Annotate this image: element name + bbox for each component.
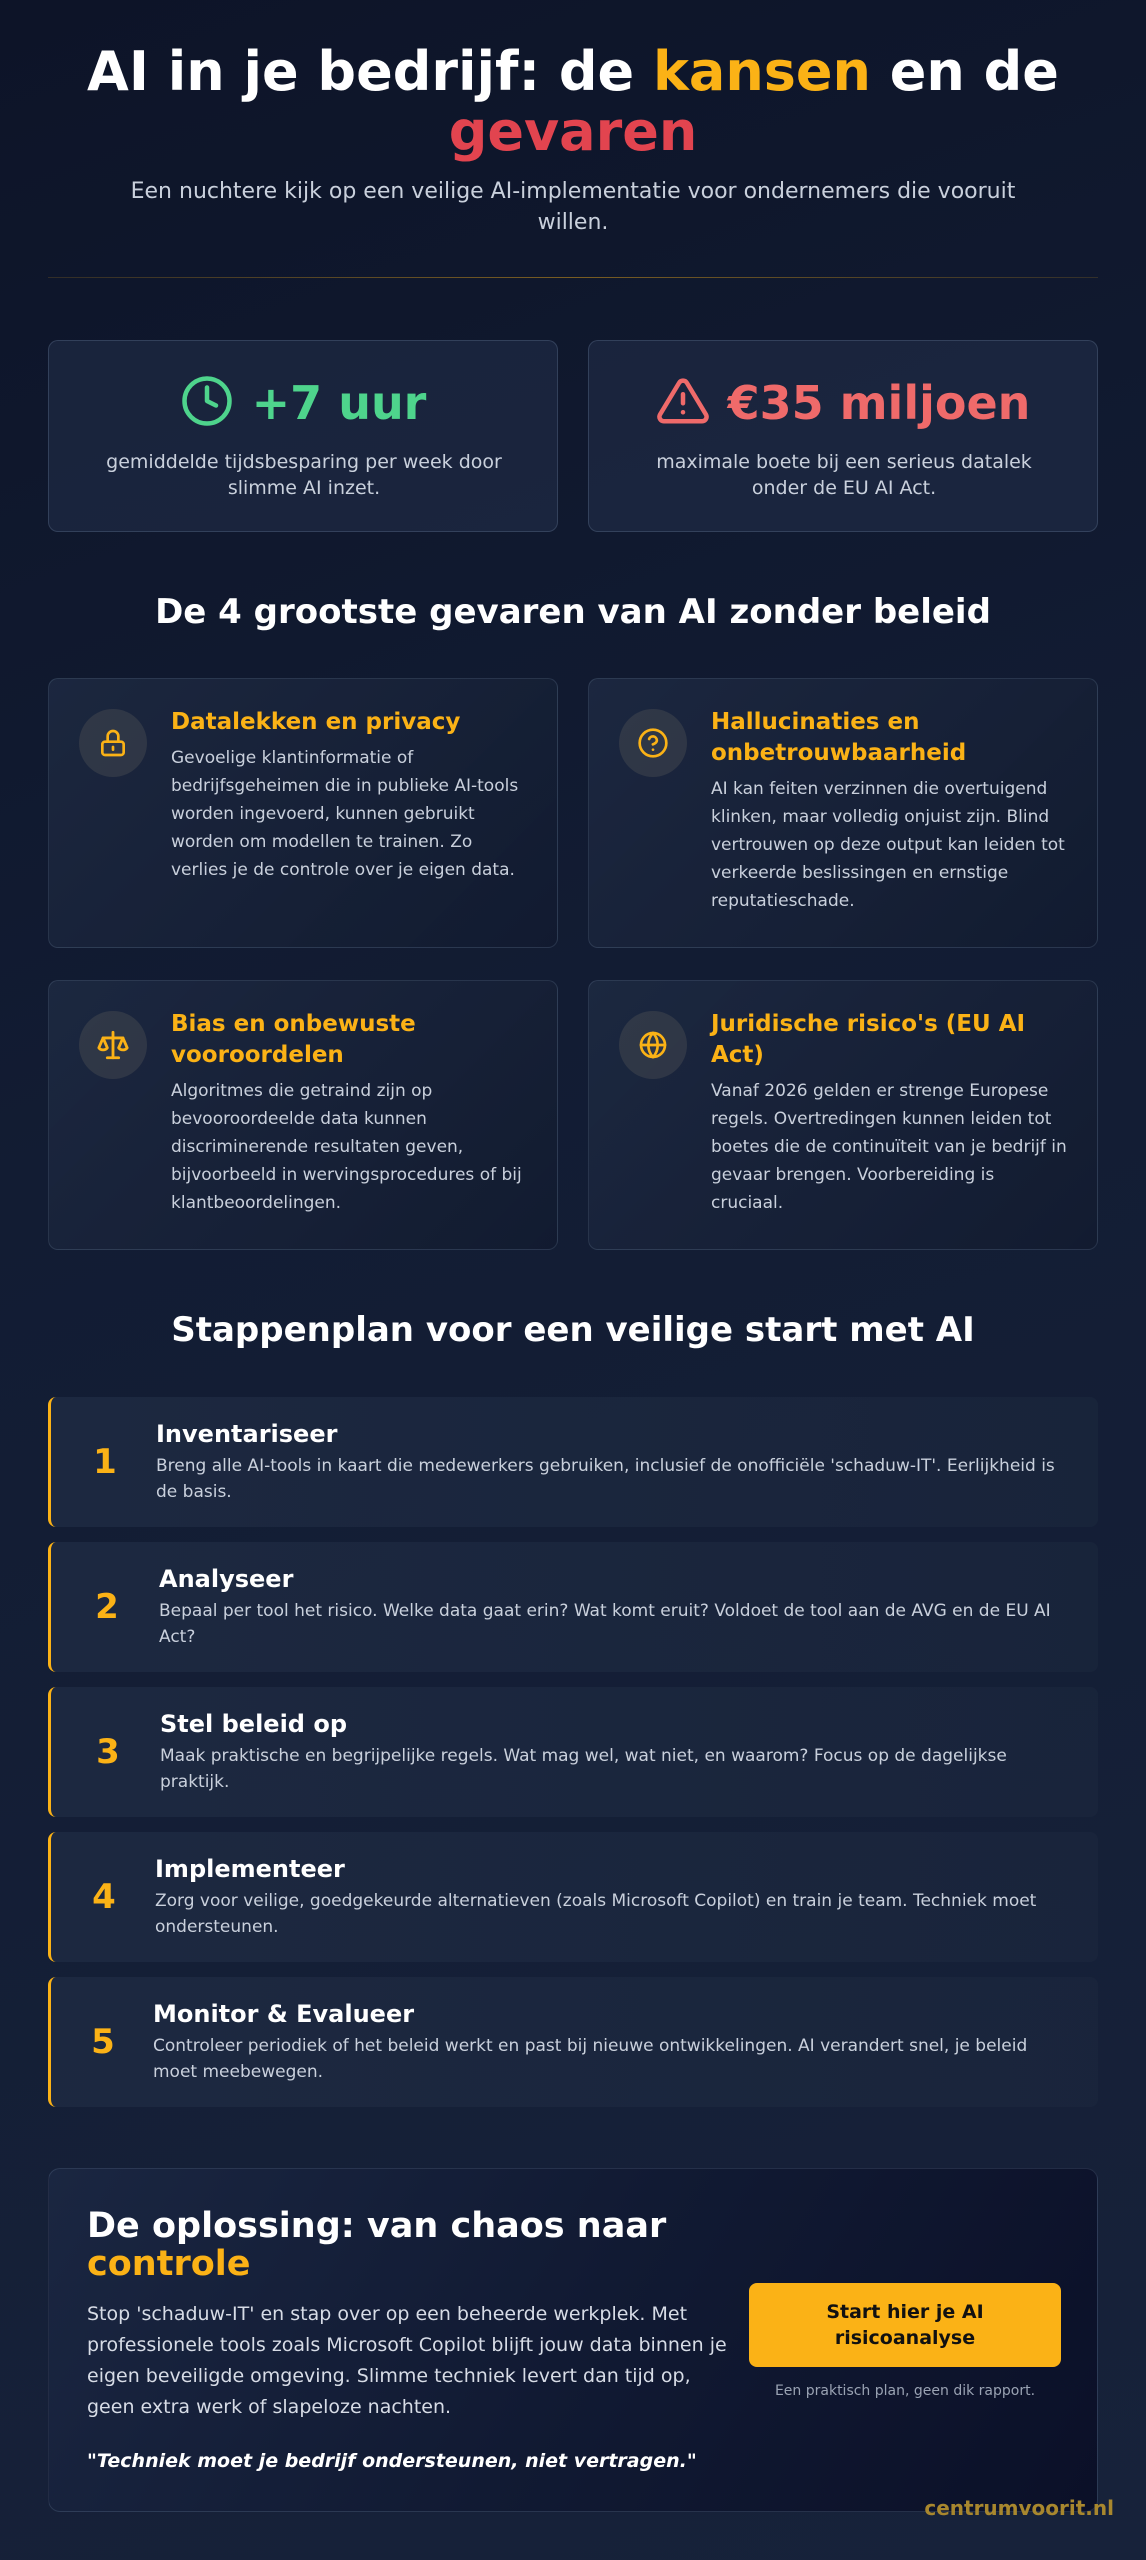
title-accent-gevaren: gevaren [448, 100, 698, 163]
step-title: Inventariseer [156, 1420, 338, 1448]
solution-title [87, 2207, 707, 2283]
step-text: Breng alle AI-tools in kaart die medewerkers gebruiken, inclusief de onofficiële 'schaduw-IT'. Eerlijkheid is de basis. [156, 1456, 1055, 1502]
step-number: 2 [95, 1587, 119, 1627]
title-part-2: en de [870, 40, 1059, 103]
danger-text: Vanaf 2026 gelden er strenge Europese regels. Overtredingen kunnen leiden tot boetes die de continuïteit van je bedrijf in gevaar brengen. Voorbereiding is cruciaal. [711, 1081, 1067, 1213]
danger-body [711, 1009, 1071, 1217]
step-body [156, 1419, 1068, 1505]
step-text: Maak praktische en begrijpelijke regels. Wat mag wel, wat niet, en waarom? Focus op de dagelijkse praktijk. [160, 1746, 1007, 1792]
steps-section-title: Stappenplan voor een veilige start met AI [171, 1310, 975, 1350]
danger-card-legal [588, 980, 1098, 1250]
stat-head [49, 373, 557, 433]
title-part-1: AI in je bedrijf: de [87, 40, 653, 103]
solution-title-accent: controle [87, 2244, 251, 2284]
step-number: 1 [93, 1442, 117, 1482]
danger-text: AI kan feiten verzinnen die overtuigend klinken, maar volledig onjuist zijn. Blind vertrouwen op deze output kan leiden tot verkeerde beslissingen en ernstige reputatieschade. [711, 779, 1065, 911]
step-title: Analyseer [159, 1565, 294, 1593]
step-item-1 [48, 1397, 1098, 1527]
step-item-2 [48, 1542, 1098, 1672]
step-body [160, 1709, 1068, 1795]
dangers-section-title: De 4 grootste gevaren van AI zonder beleid [155, 592, 991, 632]
step-item-3 [48, 1687, 1098, 1817]
solution-quote: "Techniek moet je bedrijf ondersteunen, niet vertragen." [87, 2450, 697, 2472]
page-subtitle: Een nuchtere kijk op een veilige AI-implementatie voor ondernemers die vooruit willen. [130, 179, 1016, 235]
step-number: 5 [91, 2022, 115, 2062]
danger-card-bias [48, 980, 558, 1250]
cta-note: Een praktisch plan, geen dik rapport. [774, 2383, 1036, 2399]
step-text: Bepaal per tool het risico. Welke data gaat erin? Wat komt eruit? Voldoet de tool aan de AVG en de EU AI Act? [159, 1601, 1051, 1647]
step-body [155, 1854, 1068, 1940]
globe-icon [619, 1011, 687, 1079]
danger-card-data-leaks [48, 678, 558, 948]
header-divider [48, 277, 1098, 278]
step-number: 4 [92, 1877, 116, 1917]
danger-title: Hallucinaties en onbetrouwbaarheid [711, 709, 967, 766]
stat-card-time-saving [48, 340, 558, 532]
stat-description: maximale boete bij een serieus datalek onder de EU AI Act. [656, 451, 1032, 499]
step-text: Controleer periodiek of het beleid werkt en past bij nieuwe ontwikkelingen. AI verandert snel, je beleid moet meebewegen. [153, 2036, 1028, 2082]
stat-card-fine [588, 340, 1098, 532]
danger-body [711, 707, 1071, 915]
step-number: 3 [96, 1732, 120, 1772]
risk-analysis-cta-button[interactable]: Start hier je AI risicoanalyse [749, 2283, 1061, 2367]
solution-title-text: De oplossing: van chaos naar [87, 2206, 667, 2246]
step-title: Monitor & Evalueer [153, 2000, 415, 2028]
danger-body [171, 1009, 531, 1217]
scale-icon [79, 1011, 147, 1079]
step-title: Implementeer [155, 1855, 345, 1883]
stat-value: €35 miljoen [727, 376, 1031, 430]
danger-title: Bias en onbewuste vooroordelen [171, 1011, 416, 1068]
danger-card-hallucinations [588, 678, 1098, 948]
step-body [159, 1564, 1068, 1650]
step-body [153, 1999, 1068, 2085]
step-title: Stel beleid op [160, 1710, 348, 1738]
warning-icon [656, 374, 710, 432]
stat-value: +7 uur [251, 376, 427, 430]
solution-card [48, 2168, 1098, 2512]
question-icon [619, 709, 687, 777]
danger-title: Datalekken en privacy [171, 709, 461, 735]
step-item-4 [48, 1832, 1098, 1962]
page-title [48, 42, 1098, 162]
danger-text: Gevoelige klantinformatie of bedrijfsgeheimen die in publieke AI-tools worden ingevoerd, kunnen gebruikt worden om modellen te trainen. Zo verlies je de controle over je eigen data. [171, 748, 519, 880]
step-text: Zorg voor veilige, goedgekeurde alternatieven (zoals Microsoft Copilot) en train je team. Techniek moet ondersteunen. [155, 1891, 1037, 1937]
lock-icon [79, 709, 147, 777]
step-item-5 [48, 1977, 1098, 2107]
danger-body [171, 707, 531, 884]
stat-head [589, 373, 1097, 433]
title-accent-kansen: kansen [652, 40, 871, 103]
clock-icon [180, 374, 234, 432]
stat-description: gemiddelde tijdsbesparing per week door slimme AI inzet. [106, 451, 502, 499]
footer-brand-link[interactable]: centrumvoorit.nl [924, 2496, 1114, 2520]
danger-text: Algoritmes die getraind zijn op bevooroordeelde data kunnen discriminerende resultaten geven, bijvoorbeeld in wervingsprocedures of bij klantbeoordelingen. [171, 1081, 522, 1213]
danger-title: Juridische risico's (EU AI Act) [711, 1011, 1026, 1068]
solution-text: Stop 'schaduw-IT' en stap over op een beheerde werkplek. Met professionele tools zoals Microsoft Copilot blijft jouw data binnen je eigen beveiligde omgeving. Slimme techniek levert dan tijd op, geen extra werk of slapeloze nachten. [87, 2303, 727, 2418]
